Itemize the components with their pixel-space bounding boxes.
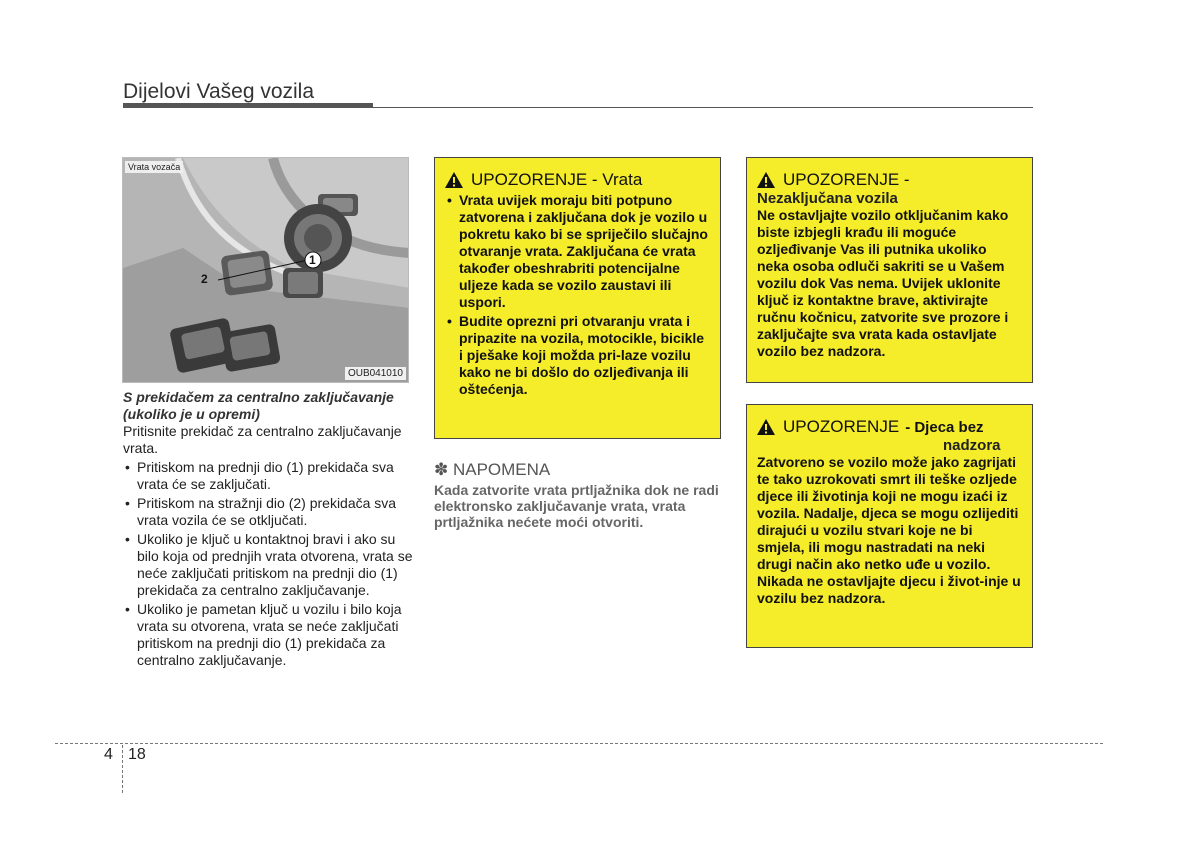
list-item: • Pritiskom na prednji dio (1) prekidača sva vrata će se zaključati. xyxy=(123,459,418,493)
page-number: 18 xyxy=(128,746,146,763)
warning-unlocked-header xyxy=(757,170,1022,190)
section-subheading: S prekidačem za centralno zaključavanje (ukoliko je u opremi) xyxy=(123,389,394,422)
warning-triangle-icon xyxy=(757,419,775,435)
note-text: Kada zatvorite vrata prtljažnika dok ne radi elektronsko zaključavanje vrata, vrata prtljažnika nećete moći otvoriti. xyxy=(434,482,719,530)
warning-unlocked-title: UPOZORENJE - xyxy=(783,170,910,189)
warning-doors-box xyxy=(434,157,721,439)
warning-children-box xyxy=(746,404,1033,648)
list-item: • Ukoliko je pametan ključ u vozilu i bilo koja vrata su otvorena, vrata se neće zaključati pritiskom na prednji dio (1) prekidača za centralno zaključavanje. xyxy=(123,601,418,669)
warning-doors-header xyxy=(445,170,710,190)
page-title: Dijelovi Vašeg vozila xyxy=(123,80,315,103)
warning-unlocked-subtitle: Nezaključana vozila xyxy=(757,190,898,207)
warning-unlocked-box xyxy=(746,157,1033,383)
warning-children-text: Zatvoreno se vozilo može jako zagrijati te tako uzrokovati smrt ili teške ozljede djece ili životinja koji ne mogu izaći iz vozila. Nadalje, djeca se mogu ozlijediti dirajući u vozilu stvari koje ne bi smjela, ili mogu nastradati na neki drugi način ako netko uđe u vozilo. Nikada ne ostavljajte djecu i život-inje u vozilu bez nadzora. xyxy=(757,454,1021,606)
intro-text: Pritisnite prekidač za centralno zaključavanje vrata. xyxy=(123,423,402,456)
figure-label: Vrata vozača xyxy=(125,161,183,173)
chapter-number: 4 xyxy=(104,746,113,763)
callout-1: 1 xyxy=(309,253,316,267)
header-rule xyxy=(373,107,1033,108)
list-item: • Pritiskom na stražnji dio (2) prekidača sva vrata vozila će se otključati. xyxy=(123,495,418,529)
door-panel-illustration xyxy=(123,158,409,383)
header-bar xyxy=(123,103,373,108)
footer-rule xyxy=(55,743,1103,744)
warning-triangle-icon xyxy=(757,172,775,188)
warning-doors-title: UPOZORENJE - Vrata xyxy=(471,170,643,189)
left-column xyxy=(123,389,418,671)
warning-unlocked-text: Ne ostavljajte vozilo otključanim kako biste izbjegli krađu ili moguće ozljeđivanje Vas ili putnika ukoliko neka osoba odluči sakriti se u Vašem vozilu dok Vas nema. Uvijek uklonite ključ iz kontaktne brave, aktivirajte ručnu kočnicu, zatvorite sve prozore i zaključajte sva vrata kada ostavljate vozilo bez nadzora. xyxy=(757,207,1009,359)
warning-children-header xyxy=(757,417,1022,437)
warning-children-subtitle: nadzora xyxy=(943,437,1001,454)
instruction-list xyxy=(123,459,418,669)
callout-2: 2 xyxy=(201,272,208,286)
door-switch-figure xyxy=(122,157,409,383)
warning-children-title-suffix: - Djeca bez xyxy=(905,418,984,436)
list-item: • Budite oprezni pri otvaranju vrata i pripazite na vozila, motocikle, bicikle i pješake koji možda pri-laze vozilu kako ne bi došlo do ozljeđivanja ili oštećenja. xyxy=(445,313,710,398)
warning-triangle-icon xyxy=(445,172,463,188)
list-item: • Vrata uvijek moraju biti potpuno zatvorena i zaključana dok je vozilo u pokretu kako bi se spriječilo slučajno otvaranje vrata. Zaključana će vrata također obeshrabriti potencijalne uljeze kada se vozilo zaustavi ili uspori. xyxy=(445,192,710,311)
figure-code: OUB041010 xyxy=(345,367,406,380)
list-item: • Ukoliko je ključ u kontaktnoj bravi i ako su bilo koja od prednjih vrata otvorena, vrata se neće zaključati pritiskom na prednji dio (1) prekidača za centralno zaključavanje. xyxy=(123,531,418,599)
note-title: ✽ NAPOMENA xyxy=(434,460,551,479)
note-section xyxy=(434,460,724,530)
footer-divider xyxy=(122,745,123,793)
warning-children-title: UPOZORENJE xyxy=(783,417,900,436)
